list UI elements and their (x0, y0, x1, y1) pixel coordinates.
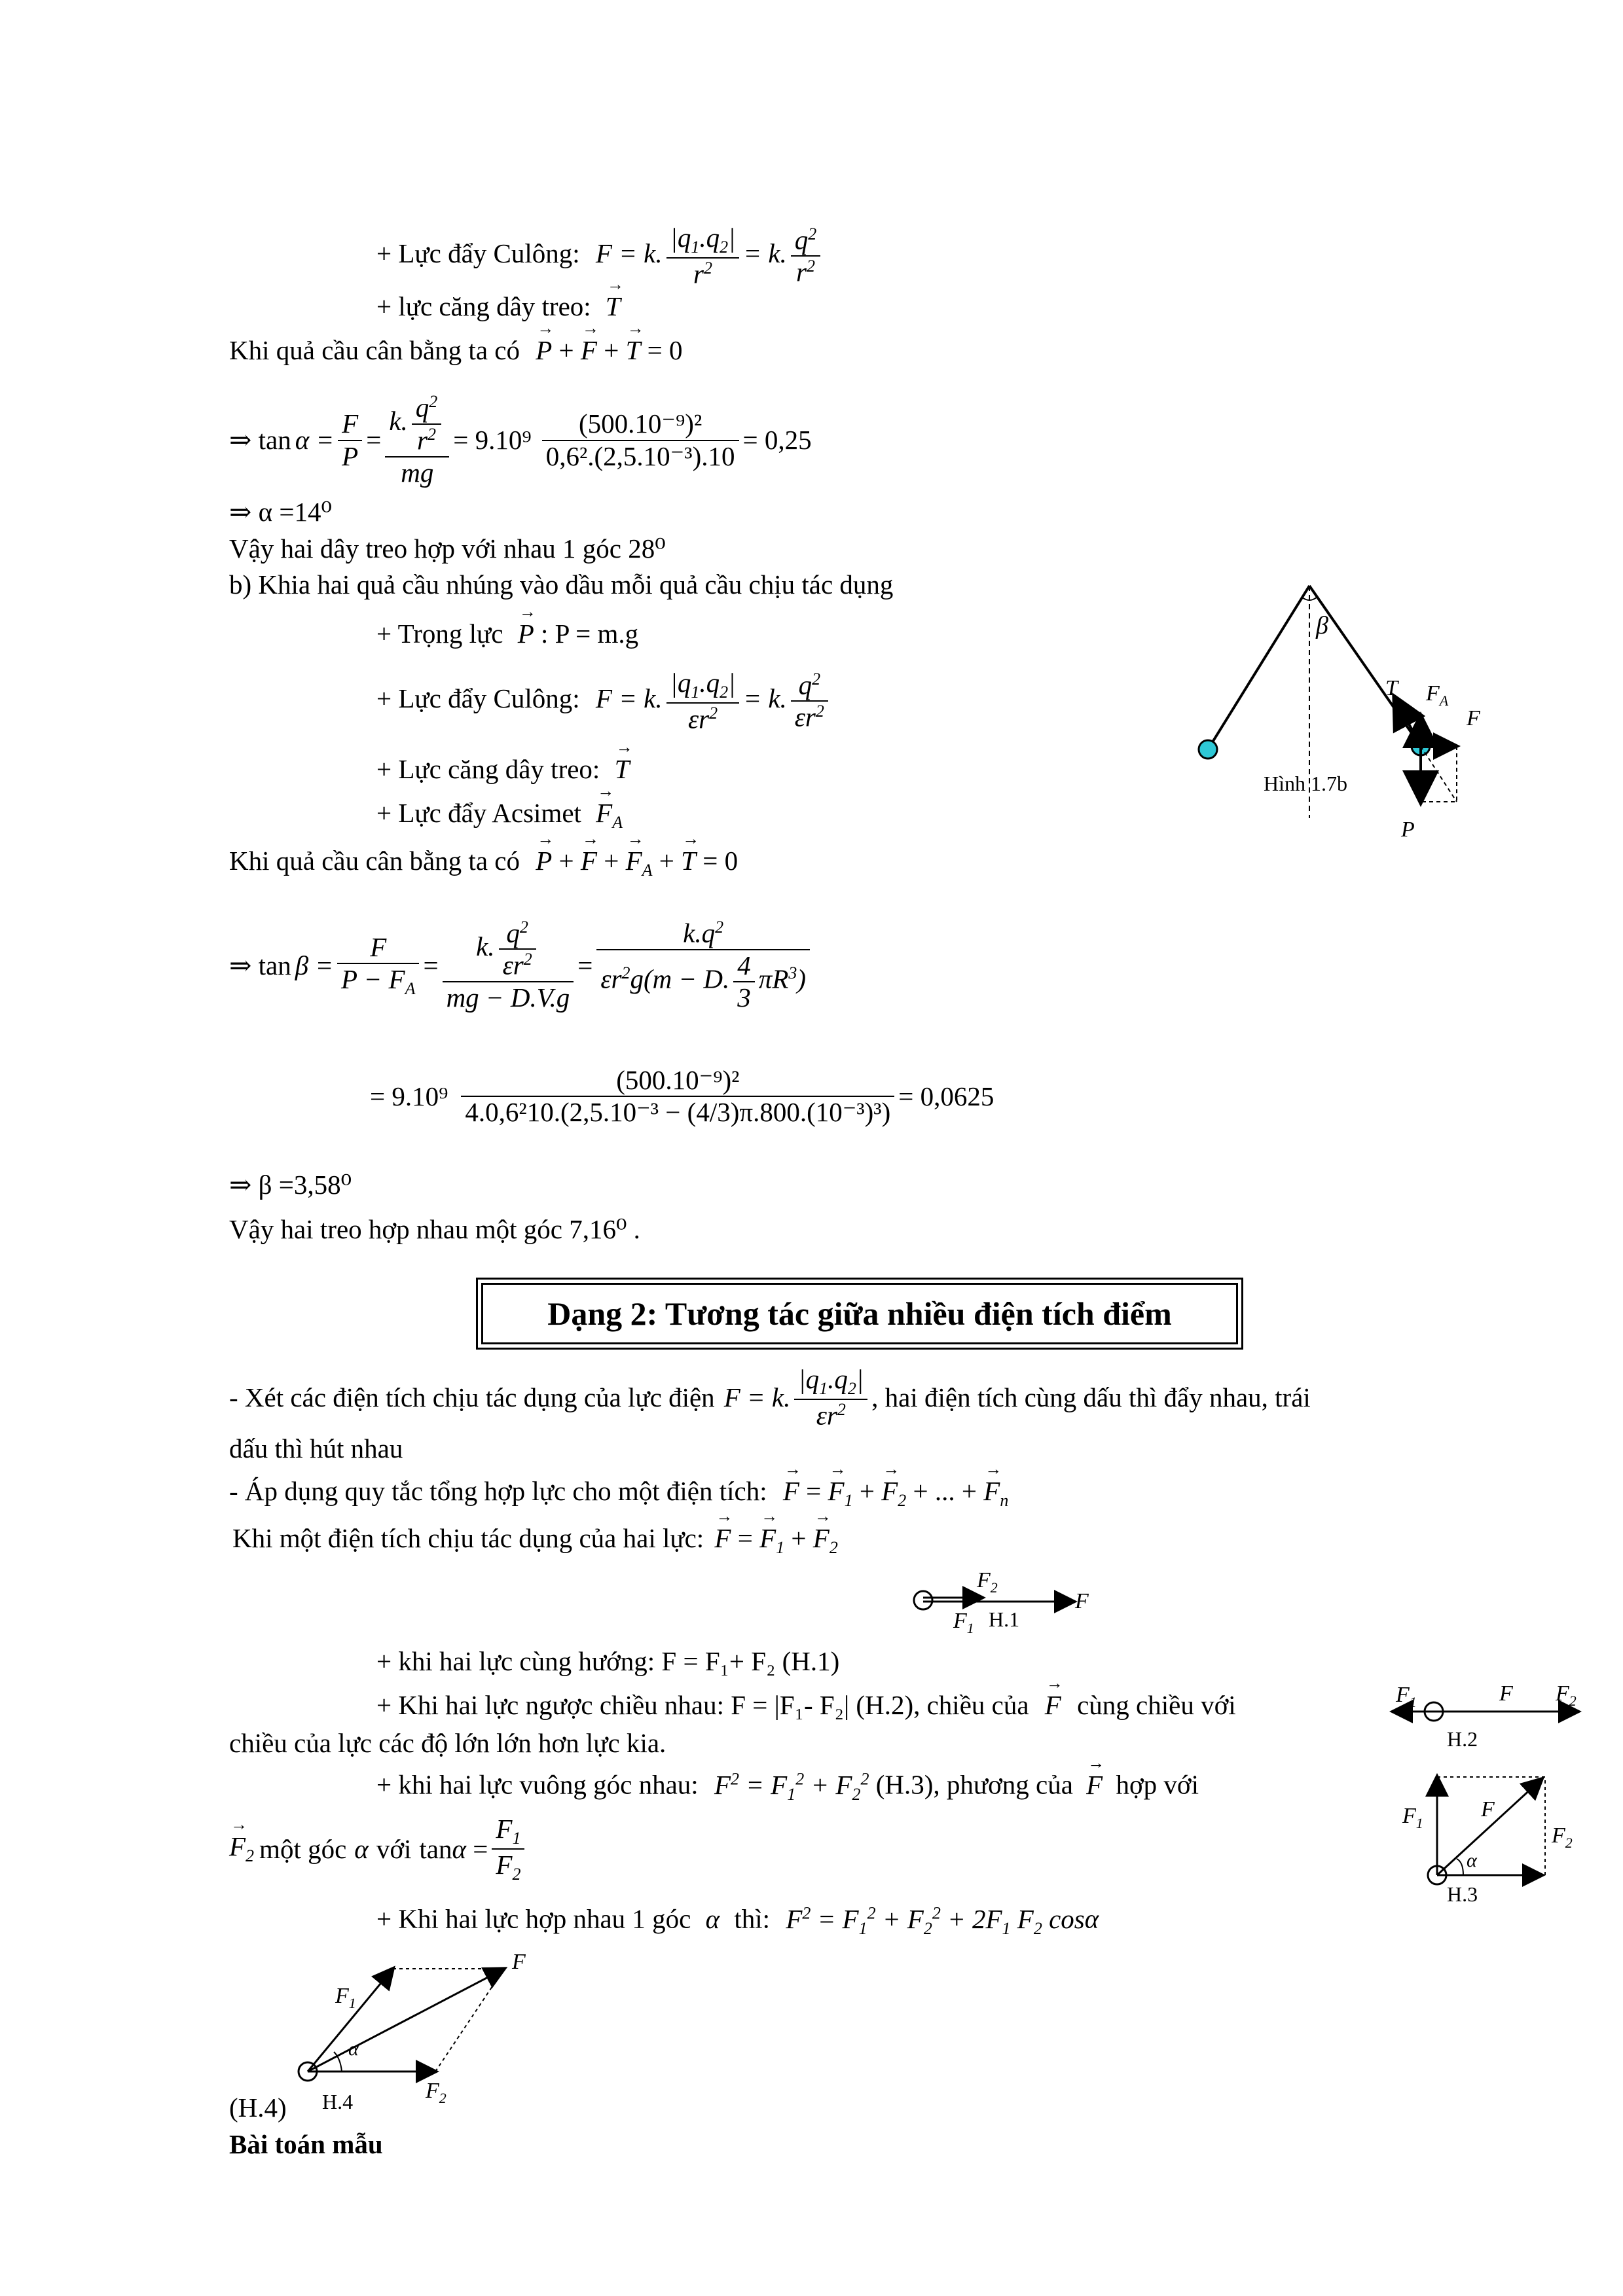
h3-label: H.3 (1447, 1882, 1478, 1905)
ball-left (1199, 740, 1217, 759)
figure-h3 (1381, 1754, 1597, 1905)
alpha-label-h4: α (348, 2038, 359, 2060)
label-F-h3: F (1481, 1797, 1495, 1821)
conclusion-a: Vậy hai dây treo hợp với nhau 1 góc 28⁰ (229, 533, 666, 564)
label-F1-h4: $F_1$ (335, 1984, 356, 2011)
tension-arrow (1395, 697, 1421, 746)
equilibrium-line-a: Khi quả cầu cân bằng ta có → P + → F + → T = 0 (229, 337, 683, 364)
figure-h4 (288, 1937, 563, 2121)
perp-text-1: + khi hai lực vuông góc nhau: (376, 1769, 699, 1800)
label-F2-h1: $F_2$ (977, 1568, 998, 1596)
charge-h1 (914, 1591, 932, 1609)
label-F1-h1: $F_1$ (953, 1609, 974, 1636)
part-b-heading: b) Khia hai quả cầu nhúng vào dầu mỗi quả cầu chịu tác dụng (229, 569, 894, 600)
f-arrow-h3 (1437, 1779, 1542, 1875)
tan-beta-line: ⇒ tan β = $\frac{F}{P - F_A}$ = k. $\frac{q^2}{\varepsilon r^2}$ mg − D.V.g = $k.q^2$ $\varepsilon r^2g(m - D$. $\frac{4}{3}$ $\pi R^3$) (229, 903, 814, 1028)
coulomb-label-b: + Lực đẩy Culông: (376, 683, 580, 713)
label-F2-h2: $F_2$ (1556, 1681, 1577, 1709)
resultant-guide (1421, 746, 1457, 802)
tan-beta-numerator: (500.10⁻⁹)² (461, 1065, 894, 1097)
consider-text-1: - Xét các điện tích chịu tác dụng của lực điện (229, 1382, 715, 1412)
equilibrium-line-b: Khi quả cầu cân bằng ta có → P + → F + → $F_A$ + → T = 0 (229, 848, 738, 879)
consider-text-2: , hai điện tích cùng dấu thì đẩy nhau, trái (871, 1382, 1311, 1412)
perpendicular-line: + khi hai lực vuông góc nhau: $F^2 = F_1^2 + F_2^2$ (H.3), phương của → F hợp với (376, 1770, 1199, 1803)
perpendicular-line-2: → $F_2$ một góc α với tanα = $\frac{F_1}{F_2}$ (229, 1813, 528, 1885)
label-F2-h3: $F_2$ (1552, 1823, 1573, 1851)
tan-alpha-line: ⇒ tan α = $\frac{F}{P}$ = k. $\frac{q^2}{r^2}$ mg = 9.10⁹ $\frac{\text{(500.10⁻⁹)²}}{\text{0,6².(2,5.10⁻³).10}}$ = 0,25 (229, 392, 812, 488)
label-F: F (1467, 706, 1480, 730)
opposite-direction-line: + Khi hai lực ngược chiều nhau: F = |F₁- F₂| (H.2), chiều của → F cùng chiều với (376, 1692, 1236, 1719)
label-F-h2: F (1499, 1681, 1513, 1706)
opposite-text-1: + Khi hai lực ngược chiều nhau: F = |F₁- F₂| (H.2), chiều của (376, 1690, 1029, 1720)
apply-text: - Áp dụng quy tắc tổng hợp lực cho một điện tích: (229, 1476, 767, 1506)
gravity-label-b: + Trọng lực (376, 619, 503, 649)
angle-text-1: + Khi hai lực hợp nhau 1 góc (376, 1903, 691, 1934)
sample-problem-heading: Bài toán mẫu (229, 2129, 383, 2159)
coulomb-force-line-b: + Lực đẩy Culông: F = k. $\frac{|q_1.q_2|}{\varepsilon r^2}$ = k. $\frac{q^2}{\varepsilon r^2}$ (376, 668, 832, 735)
tension-line-a: + lực căng dây treo: → T (376, 293, 621, 320)
tan-alpha-prefix: ⇒ tan (229, 425, 291, 455)
tan-alpha-coef: = 9.10⁹ (453, 425, 532, 455)
apply-line: - Áp dụng quy tắc tổng hợp lực cho một điện tích: → F = → $F_1$ + → $F_2$ + ... + → $F_n$ (229, 1478, 1008, 1509)
equilibrium-label-a: Khi quả cầu cân bằng ta có (229, 335, 520, 365)
opposite-text-3: chiều của lực các độ lớn lớn hơn lực kia. (229, 1728, 666, 1758)
angle-line: + Khi hai lực hợp nhau 1 góc α thì: $F^2 = F_1^2 + F_2^2 + 2F_1$ $F_2$ cosα (376, 1903, 1099, 1938)
tan-beta-denominator: 4.0,6²10.(2,5.10⁻³ − (4/3)π.800.(10⁻³)³) (465, 1097, 891, 1127)
alpha-label-h3: α (1467, 1850, 1477, 1871)
tension-label-b: + Lực căng dây treo: (376, 754, 600, 784)
figure-h1 (903, 1561, 1100, 1640)
coulomb-force-line-a: + Lực đẩy Culông: F = k. $\frac{|q_1.q_2|}{r^2}$ = k. $\frac{q^2}{r^2}$ (376, 223, 824, 290)
perp-text-2: (H.3), phương của (875, 1769, 1073, 1800)
label-P: P (1401, 817, 1415, 842)
perp-text-3: hợp với (1116, 1769, 1199, 1800)
coulomb-label-a: + Lực đẩy Culông: (376, 238, 580, 268)
angle-text-2: thì: (734, 1903, 771, 1934)
two-forces-line: Khi một điện tích chịu tác dụng của hai lực: → F = → $F_1$ + → $F_2$ (232, 1525, 838, 1556)
gravity-eq-b: : P = m.g (541, 619, 639, 649)
gravity-line-b: + Trọng lực → P : P = m.g (376, 620, 638, 647)
tan-beta-value-line (370, 1044, 994, 1149)
label-F1-h3: $F_1$ (1402, 1804, 1423, 1831)
thread-left (1208, 586, 1309, 749)
tension-line-b: + Lực căng dây treo: → T (376, 756, 629, 783)
figure-1-7b (1178, 569, 1493, 844)
tan-beta-prefix: ⇒ tan (229, 950, 291, 980)
same-direction: + khi hai lực cùng hướng: F = F₁+ F₂ (H.1) (376, 1646, 840, 1676)
tan-alpha-denominator: 0,6².(2,5.10⁻³).10 (545, 440, 735, 471)
conclusion-b: Vậy hai treo hợp nhau một góc 7,16⁰ . (229, 1214, 640, 1244)
h4-label: H.4 (322, 2090, 354, 2113)
label-F-h4: F (512, 1950, 526, 1974)
equilibrium-label-b: Khi quả cầu cân bằng ta có (229, 846, 520, 876)
h4-caption: (H.4) (229, 2092, 287, 2123)
tan-alpha-result: = 0,25 (742, 425, 812, 455)
tan-beta-coef: = 9.10⁹ (370, 1081, 448, 1111)
archimedes-line-b: + Lực đẩy Acsimet → $F_A$ (376, 800, 623, 831)
perp-text-4: một góc (259, 1833, 347, 1864)
label-F2-h4: $F_2$ (426, 2079, 447, 2106)
two-forces-text: Khi một điện tích chịu tác dụng của hai lực: (232, 1523, 704, 1553)
consider-text-3: dấu thì hút nhau (229, 1433, 403, 1463)
consider-line: - Xét các điện tích chịu tác dụng của lực điện F = k. $\frac{|q_1.q_2|}{\varepsilon r^2}$ , hai điện tích cùng dấu thì đẩy nhau, trái (229, 1363, 1311, 1431)
h4-guide-right (435, 1969, 504, 2072)
tan-beta-result: = 0,0625 (898, 1081, 994, 1111)
label-FA: $F_A$ (1426, 681, 1449, 709)
hinh-label: Hình 1.7b (1264, 772, 1347, 795)
section-title: Dạng 2: Tương tác giữa nhiều điện tích điểm (481, 1283, 1238, 1344)
archimedes-label-b: + Lực đẩy Acsimet (376, 798, 581, 828)
h2-label: H.2 (1447, 1727, 1478, 1751)
opposite-text-2: cùng chiều với (1077, 1690, 1236, 1720)
figure-h2 (1381, 1669, 1597, 1754)
alpha-arc-h3 (1457, 1859, 1463, 1875)
label-F-h1: F (1075, 1589, 1089, 1613)
tension-label-a: + lực căng dây treo: (376, 291, 591, 321)
perp-text-5: với (376, 1833, 412, 1864)
h1-label: H.1 (989, 1607, 1020, 1631)
beta-result: ⇒ β =3,58⁰ (229, 1170, 352, 1200)
alpha-result: ⇒ α =14⁰ (229, 497, 332, 527)
thread-right (1309, 586, 1421, 746)
label-T: T (1385, 676, 1398, 700)
beta-label: β (1316, 612, 1328, 639)
tan-alpha-numerator: (500.10⁻⁹)² (542, 408, 739, 440)
label-F1-h2: $F_1$ (1396, 1683, 1417, 1710)
